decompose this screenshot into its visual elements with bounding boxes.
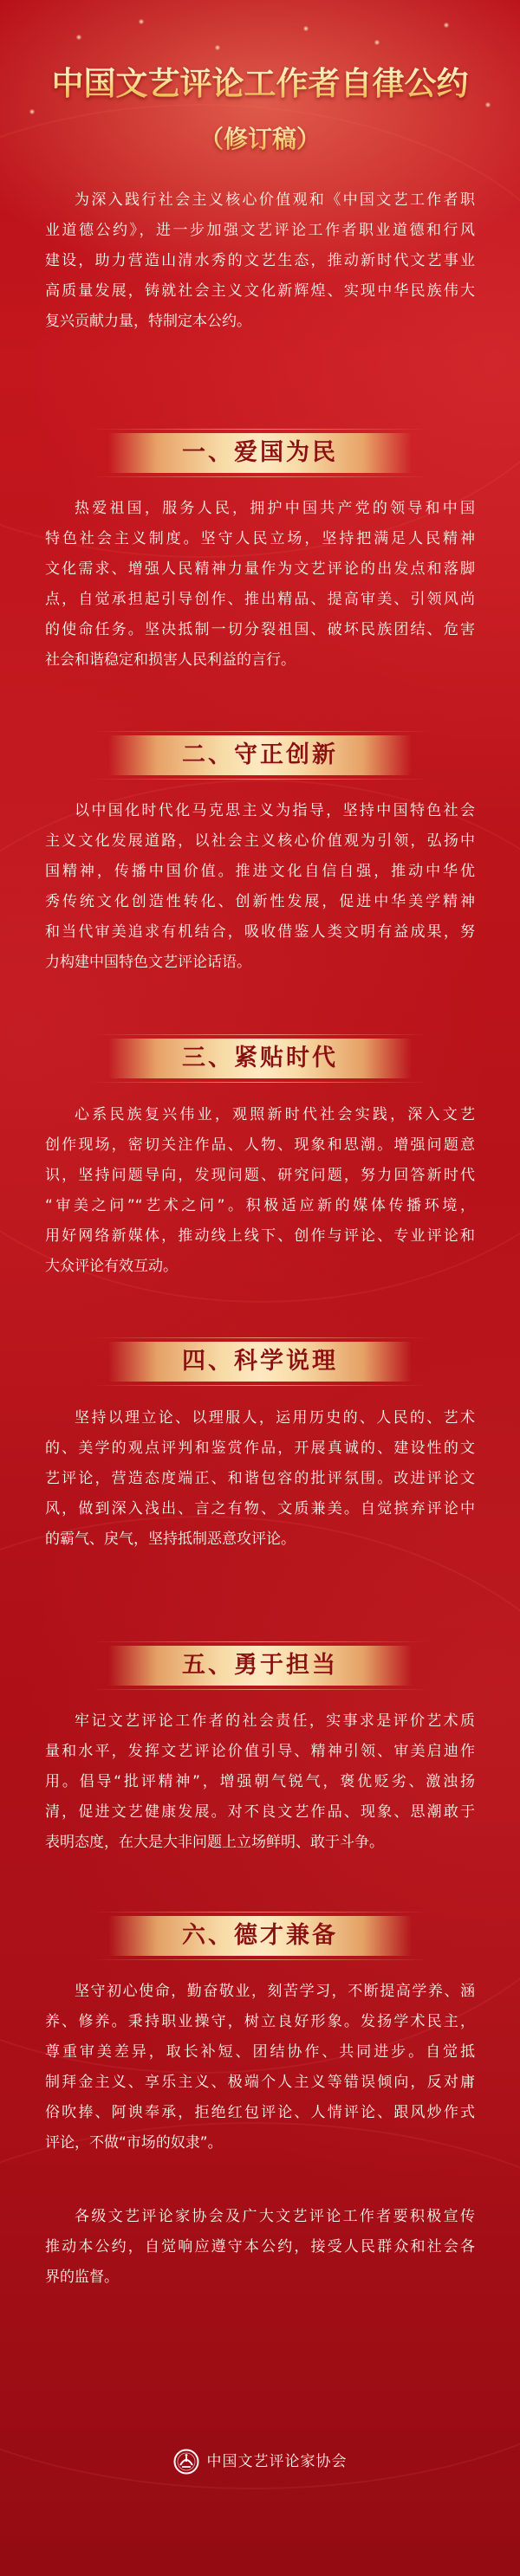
text-line: 社会和谐稳定和损害人民利益的言行。 <box>45 651 296 669</box>
sparkle-decoration <box>29 109 35 114</box>
text-line: 秀传统文化创造性转化、创新性发展，促进中华美学精神 <box>45 893 475 910</box>
text-line: 心系民族复兴伟业，观照新时代社会实践，深入文艺 <box>75 1106 475 1123</box>
text-line: 尊重审美差异，取长补短、团结协作、共同进步。自觉抵 <box>45 2043 475 2061</box>
section-heading-banner <box>108 1916 412 1956</box>
text-line: 坚守初心使命，勤奋敬业，刻苦学习，不断提高学养、涵 <box>75 1983 475 2000</box>
text-line: 业道德公约》，进一步加强文艺评论工作者职业道德和行风 <box>45 222 475 239</box>
page-title: 中国文艺评论工作者自律公约 <box>0 64 520 104</box>
text-line: 推动本公约，自觉响应遵守本公约，接受人民群众和社会各 <box>45 2238 475 2256</box>
section-heading: 五、勇于担当 <box>182 1652 338 1679</box>
section-heading: 四、科学说理 <box>182 1348 338 1375</box>
text-line: 主义文化发展道路，以社会主义核心价值观为引领，弘扬中 <box>45 832 475 850</box>
section-paragraph <box>45 1403 475 1555</box>
text-line: 量和水平，发挥文艺评论价值引导、精神引领、审美启迪作 <box>45 1743 475 1760</box>
section-heading-banner <box>108 1342 412 1382</box>
text-line: 用。倡导“批评精神”，增强朝气锐气，褒优贬劣、激浊扬 <box>45 1773 475 1790</box>
section-paragraph <box>45 1100 475 1282</box>
section-heading-banner <box>108 735 412 775</box>
text-line: 牢记文艺评论工作者的社会责任，实事求是评价艺术质 <box>75 1712 475 1730</box>
text-line: 特色社会主义制度。坚守人民立场，坚持把满足人民精神 <box>45 530 475 547</box>
text-line: 力构建中国特色文艺评论话语。 <box>45 954 251 971</box>
text-line: 评论，不做“市场的奴隶”。 <box>45 2134 223 2152</box>
text-line: 的使命任务。坚决抵制一切分裂祖国、破坏民族团结、危害 <box>45 621 475 638</box>
text-line: 的霸气、戾气，坚持抵制恶意攻评论。 <box>45 1531 296 1548</box>
text-line: 点，自觉承担起引导创作、推出精品、提高审美、引领风尚 <box>45 591 475 608</box>
text-line: 界的监督。 <box>45 2269 119 2286</box>
text-line: “审美之问”“艺术之问”。积极适应新的媒体传播环境， <box>45 1197 475 1214</box>
section-paragraph <box>45 1706 475 1858</box>
text-line: 高质量发展，铸就社会主义文化新辉煌、实现中华民族伟大 <box>45 282 475 300</box>
section-heading-banner <box>108 1039 412 1078</box>
section-paragraph <box>45 494 475 676</box>
text-line: 养、修养。秉持职业操守，树立良好形象。发扬学术民主， <box>45 2013 475 2030</box>
text-line: 用好网络新媒体，推动线上线下、创作与评论、专业评论和 <box>45 1227 475 1245</box>
text-line: 为深入践行社会主义核心价值观和《中国文艺工作者职 <box>75 191 475 209</box>
sparkle-decoration <box>215 45 220 50</box>
text-line: 俗吹捧、阿谀奉承，拒绝红包评论、人情评论、跟风炒作式 <box>45 2104 475 2121</box>
closing-paragraph <box>45 2202 475 2293</box>
sparkle-decoration <box>374 40 380 45</box>
text-line: 热爱祖国，服务人民，拥护中国共产党的领导和中国 <box>75 500 475 517</box>
footer <box>0 2448 520 2476</box>
section-heading: 六、德才兼备 <box>182 1922 338 1949</box>
text-line: 艺评论，营造态度端正、和谐包容的批评氛围。改进评论文 <box>45 1470 475 1487</box>
sparkle-decoration <box>139 19 144 24</box>
sparkle-decoration <box>444 23 449 28</box>
text-line: 识，坚持问题导向，发现问题、研究问题，努力回答新时代 <box>45 1167 475 1184</box>
text-line: 各级文艺评论家协会及广大文艺评论工作者要积极宣传 <box>75 2208 475 2225</box>
text-line: 表明态度，在大是大非问题上立场鲜明、敢于斗争。 <box>45 1834 384 1851</box>
text-line: 制拜金主义、享乐主义、极端个人主义等错误倾向，反对庸 <box>45 2074 475 2091</box>
text-line: 国精神，传播中国价值。推进文化自信自强，推动中华优 <box>45 863 475 880</box>
sparkle-decoration <box>76 35 81 40</box>
page-subtitle: （修订稿） <box>0 123 520 156</box>
text-line: 清，促进文艺健康发展。对不良文艺作品、现象、思潮敢于 <box>45 1803 475 1821</box>
association-emblem-icon <box>173 2449 199 2475</box>
section-heading: 二、守正创新 <box>182 741 338 768</box>
background-swoosh <box>0 2122 520 2489</box>
section-heading: 一、爱国为民 <box>182 439 338 466</box>
text-line: 风，做到深入浅出、言之有物、文质兼美。自觉摈弃评论中 <box>45 1500 475 1518</box>
text-line: 以中国化时代化马克思主义为指导，坚持中国特色社会 <box>75 802 475 819</box>
text-line: 的、美学的观点评判和鉴赏作品，开展真诚的、建设性的文 <box>45 1440 475 1457</box>
section-heading: 三、紧贴时代 <box>182 1045 338 1071</box>
text-line: 创作现场，密切关注作品、人物、现象和思潮。增强问题意 <box>45 1136 475 1154</box>
text-line: 文化需求、增强人民精神力量作为文艺评论的出发点和落脚 <box>45 560 475 578</box>
section-paragraph <box>45 1977 475 2159</box>
preamble-paragraph <box>45 185 475 337</box>
text-line: 复兴贡献力量，特制定本公约。 <box>45 313 251 330</box>
footer-organization: 中国文艺评论家协会 <box>206 2453 348 2470</box>
sparkle-decoration <box>303 26 309 31</box>
text-line: 和当代审美追求有机结合，吸收借鉴人类文明有益成果，努 <box>45 923 475 941</box>
text-line: 大众评论有效互动。 <box>45 1258 178 1275</box>
section-heading-banner <box>108 433 412 473</box>
text-line: 坚持以理立论、以理服人，运用历史的、人民的、艺术 <box>75 1409 475 1427</box>
text-line: 建设，助力营造山清水秀的文艺生态，推动新时代文艺事业 <box>45 252 475 269</box>
section-heading-banner <box>108 1646 412 1686</box>
section-paragraph <box>45 796 475 978</box>
